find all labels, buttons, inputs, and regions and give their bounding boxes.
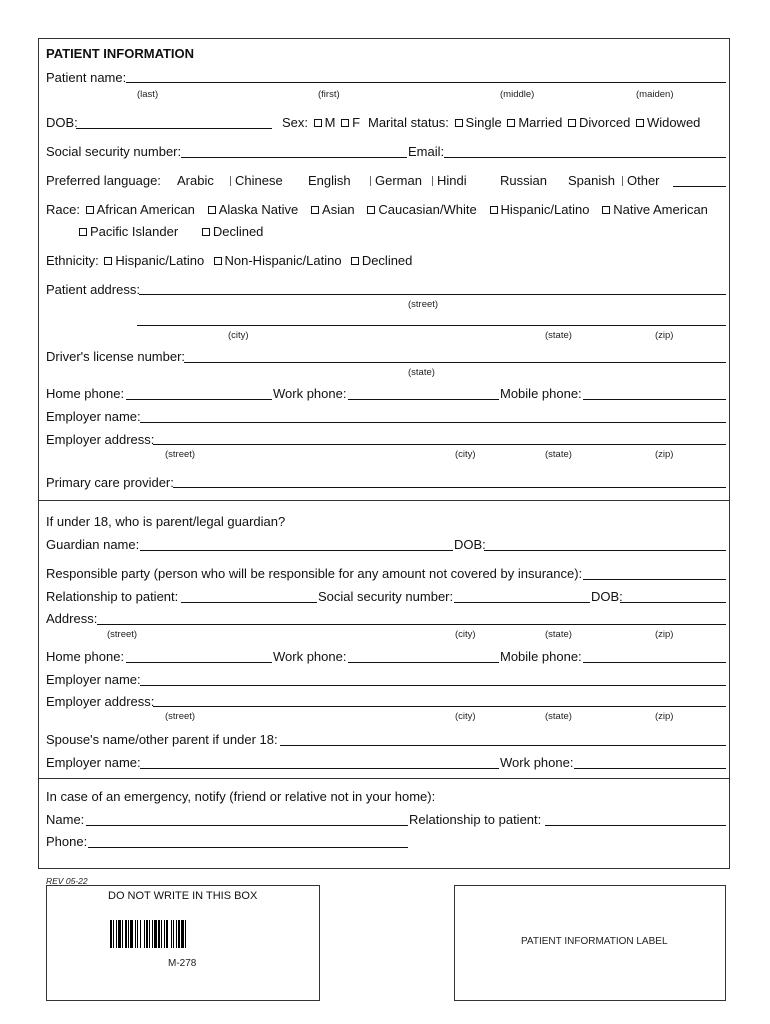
race-checkbox[interactable] [202,228,210,236]
race-checkbox[interactable] [311,206,319,214]
rp-dob-label: DOB: [591,589,623,604]
sub-label: (zip) [655,449,674,460]
language-label: Preferred language: [46,173,161,188]
race-checkbox[interactable] [602,206,610,214]
mobile-phone-label: Mobile phone: [500,386,582,401]
sub-label: (state) [408,367,435,378]
ssn-label: Social security number: [46,144,182,159]
marital-option: Single [465,115,502,130]
barcode-bar [171,920,172,948]
rp-ssn-label: Social security number: [318,589,454,604]
drivers-license-label: Driver's license number: [46,349,186,364]
patient-address-label: Patient address: [46,282,140,297]
rp-home-phone-field[interactable] [126,662,272,663]
rp-dob-field[interactable] [620,602,726,603]
patient-address-street-field[interactable] [139,294,726,295]
guardian-question: If under 18, who is parent/legal guardian? [46,514,286,529]
marital-option: Divorced [579,115,631,130]
spouse-field[interactable] [280,745,726,746]
race-checkbox[interactable] [86,206,94,214]
barcode-bar [185,920,186,948]
primary-care-field[interactable] [173,487,726,488]
barcode-bar [178,920,180,948]
ethnicity-checkbox[interactable] [351,257,359,265]
language-english: English [308,173,351,188]
ethnicity-checkbox[interactable] [104,257,112,265]
sub-label: (middle) [500,89,535,100]
marital-option: Widowed [646,115,701,130]
barcode-bar [130,920,133,948]
ethnicity-row: Ethnicity: Hispanic/Latino Non-Hispanic/Latino Declined [46,253,413,268]
marital-option: Married [518,115,563,130]
employer-name-label: Employer name: [46,409,141,424]
language-chinese: Chinese [226,173,283,189]
sub-label: (maiden) [636,89,674,100]
work-phone-field[interactable] [348,399,499,400]
barcode [110,920,264,948]
sub-label: (city) [455,711,476,722]
rp-home-phone-label: Home phone: [46,649,125,664]
barcode-bar [161,920,162,948]
sub-label: (last) [137,89,159,100]
race-checkbox[interactable] [208,206,216,214]
sub-label: (zip) [655,330,674,341]
sub-label: (street) [107,629,138,640]
employer-address-label: Employer address: [46,432,155,447]
rp-employer-address-field[interactable] [153,706,726,707]
sub-label: (zip) [655,711,674,722]
sub-label: (zip) [655,629,674,640]
emergency-phone-field[interactable] [88,847,408,848]
rp-mobile-phone-field[interactable] [583,662,726,663]
form-code: M-278 [168,958,197,969]
rp-address-field[interactable] [97,624,726,625]
rp-address-label: Address: [46,611,98,626]
office-use-heading: DO NOT WRITE IN THIS BOX [108,890,258,902]
sex-m-label: M [324,115,336,130]
patient-name-label: Patient name: [46,70,127,85]
sub-label: (street) [165,711,196,722]
barcode-bar [135,920,136,948]
language-german: German [366,173,422,189]
revision-code: REV 05-22 [46,876,88,886]
home-phone-label: Home phone: [46,386,125,401]
patient-name-field[interactable] [126,82,726,83]
marital-single-checkbox[interactable] [455,119,463,127]
sex-row [282,115,360,131]
ssn-field[interactable] [181,157,407,158]
marital-divorced-checkbox[interactable] [568,119,576,127]
checkbox-mark[interactable] [622,176,623,186]
race-checkbox[interactable] [79,228,87,236]
barcode-bar [166,920,168,948]
race-checkbox[interactable] [367,206,375,214]
email-label: Email: [408,144,445,159]
barcode-bar [125,920,127,948]
marital-row [368,115,700,131]
sub-label: (state) [545,449,572,460]
checkbox-mark[interactable] [230,176,231,186]
guardian-name-label: Guardian name: [46,537,140,552]
barcode-bar [146,920,148,948]
email-field[interactable] [444,157,726,158]
section-title: PATIENT INFORMATION [46,46,195,61]
barcode-bar [144,920,145,948]
emergency-name-field[interactable] [86,825,408,826]
sub-label: (city) [455,449,476,460]
barcode-bar [149,920,150,948]
spouse-employer-label: Employer name: [46,755,141,770]
marital-widowed-checkbox[interactable] [636,119,644,127]
sub-label: (street) [165,449,196,460]
emergency-relationship-label: Relationship to patient: [409,812,542,827]
drivers-license-field[interactable] [184,362,726,363]
barcode-bar [110,920,112,948]
rp-ssn-field[interactable] [454,602,590,603]
barcode-bar [158,920,160,948]
sub-label: (first) [318,89,340,100]
race-checkbox[interactable] [490,206,498,214]
work-phone-label: Work phone: [273,386,347,401]
barcode-bar [118,920,121,948]
sub-label: (state) [545,629,572,640]
employer-address-field[interactable] [153,444,726,445]
race-row: Race: African American Alaska Native Asian Caucasian/White Hispanic/Latino Native American [46,202,708,217]
dob-label: DOB: [46,115,78,130]
sub-label: (city) [455,629,476,640]
sub-label: (street) [408,299,439,310]
race-label: Race: [46,202,80,217]
responsible-party-label: Responsible party (person who will be responsible for any amount not covered by insurance): [46,566,583,581]
section-divider [38,500,730,501]
sex-m-checkbox[interactable] [314,119,322,127]
relationship-field[interactable] [181,602,317,603]
rp-employer-name-label: Employer name: [46,672,141,687]
language-arabic: Arabic [177,173,214,188]
sub-label: (city) [228,330,249,341]
spouse-employer-field[interactable] [140,768,499,769]
emergency-name-label: Name: [46,812,85,827]
barcode-bar [128,920,129,948]
barcode-bar [154,920,157,948]
sub-label: (state) [545,330,572,341]
employer-name-field[interactable] [140,422,726,423]
barcode-bar [181,920,184,948]
sub-label: (state) [545,711,572,722]
guardian-name-field[interactable] [140,550,453,551]
sex-label: Sex: [282,115,309,130]
sex-f-checkbox[interactable] [341,119,349,127]
rp-work-phone-field[interactable] [348,662,499,663]
patient-label-text: PATIENT INFORMATION LABEL [521,936,668,947]
marital-label: Marital status: [368,115,449,130]
home-phone-field[interactable] [126,399,272,400]
barcode-bar [164,920,165,948]
responsible-party-field[interactable] [583,579,726,580]
emergency-relationship-field[interactable] [545,825,726,826]
emergency-phone-label: Phone: [46,834,88,849]
patient-address-city-field[interactable] [137,325,726,326]
rp-employer-address-label: Employer address: [46,694,155,709]
rp-work-phone-label: Work phone: [273,649,347,664]
race-row-2: Pacific Islander Declined [77,224,263,240]
mobile-phone-field[interactable] [583,399,726,400]
language-other-field[interactable] [673,186,726,187]
section-divider [38,778,730,779]
barcode-bar [173,920,174,948]
guardian-dob-field[interactable] [484,550,726,551]
ethnicity-checkbox[interactable] [214,257,222,265]
checkbox-mark[interactable] [370,176,371,186]
barcode-bar [176,920,177,948]
language-hindi: Hindi [428,173,467,189]
checkbox-mark[interactable] [432,176,433,186]
rp-employer-name-field[interactable] [140,685,726,686]
emergency-heading: In case of an emergency, notify (friend or relative not in your home): [46,789,436,804]
barcode-bar [137,920,138,948]
relationship-label: Relationship to patient: [46,589,179,604]
sex-f-label: F [352,115,361,130]
language-russian: Russian [500,173,547,188]
barcode-bar [140,920,141,948]
language-spanish: Spanish [568,173,615,188]
barcode-bar [122,920,123,948]
spouse-work-phone-label: Work phone: [500,755,574,770]
dob-field[interactable] [76,128,272,129]
spouse-work-phone-field[interactable] [574,768,726,769]
barcode-bar [116,920,117,948]
spouse-label: Spouse's name/other parent if under 18: [46,732,278,747]
marital-married-checkbox[interactable] [507,119,515,127]
guardian-dob-label: DOB: [454,537,486,552]
ethnicity-label: Ethnicity: [46,253,99,268]
rp-mobile-phone-label: Mobile phone: [500,649,582,664]
barcode-bar [152,920,153,948]
barcode-bar [113,920,114,948]
primary-care-label: Primary care provider: [46,475,174,490]
language-other: Other [618,173,660,189]
